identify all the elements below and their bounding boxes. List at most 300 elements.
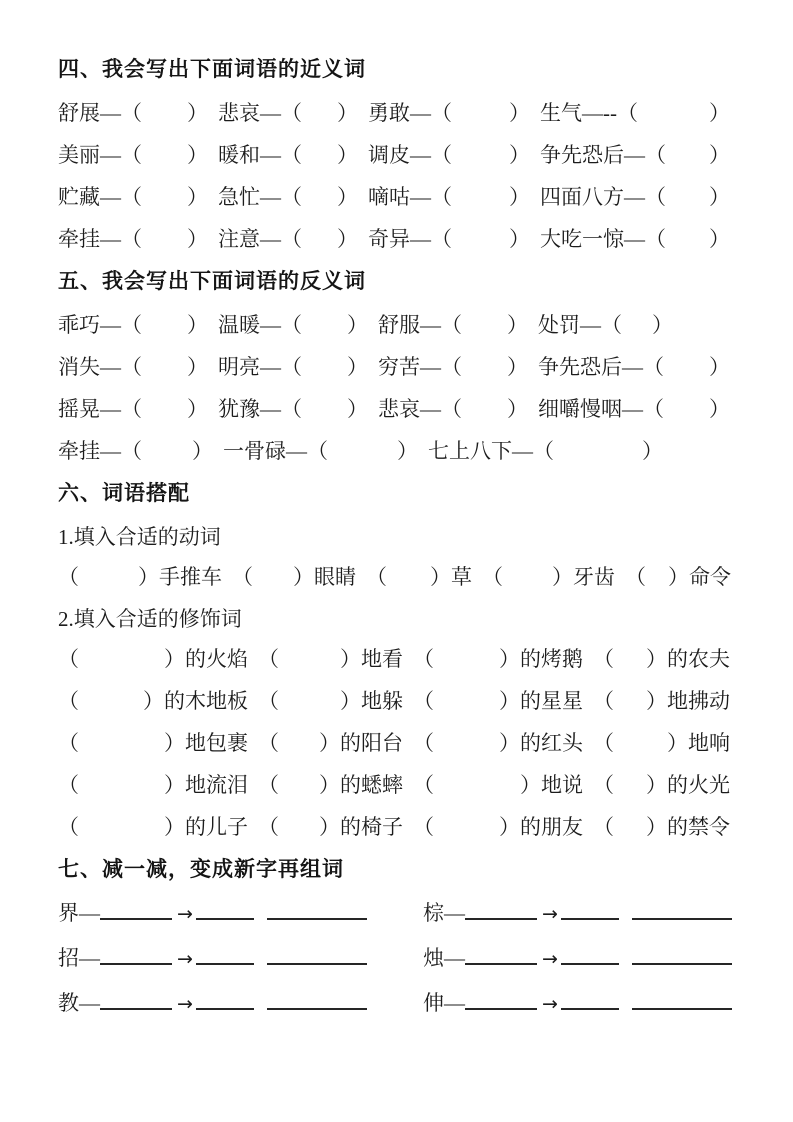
item-label: 注意— <box>218 227 281 251</box>
open-paren: （ <box>121 313 142 337</box>
fill-blank-item <box>593 816 740 838</box>
subheading-modifiers: 2.填入合适的修饰词 <box>58 607 242 631</box>
answer-blank <box>666 203 709 204</box>
subtract-item <box>423 992 732 1015</box>
answer-blank <box>302 245 337 246</box>
answer-blank <box>79 791 164 792</box>
answer-blank <box>302 161 337 162</box>
open-paren: （ <box>281 227 302 251</box>
antonyms-rows <box>58 314 740 462</box>
close-paren: ） <box>430 565 451 589</box>
item-label: 舒展— <box>58 101 121 125</box>
answer-blank <box>664 373 709 374</box>
answer-blank <box>434 749 499 750</box>
fill-blank-item <box>413 816 593 838</box>
fill-blank-item <box>58 186 218 208</box>
answer-line-word-2 <box>632 906 732 920</box>
item-label: 悲哀— <box>218 101 281 125</box>
subtract-item <box>423 947 732 970</box>
answer-blank <box>462 331 507 332</box>
fill-blank-item <box>593 690 740 712</box>
answer-blank <box>302 373 347 374</box>
open-paren: （ <box>258 647 279 671</box>
fill-blank-row <box>58 732 740 754</box>
fill-blank-item <box>58 228 218 250</box>
fill-blank-item <box>413 690 593 712</box>
open-paren: （ <box>593 689 614 713</box>
item-label: 牙齿 <box>573 565 615 589</box>
fill-blank-item <box>58 774 258 796</box>
item-label: 地包裹 <box>185 731 248 755</box>
answer-blank <box>462 415 507 416</box>
answer-blank <box>279 707 340 708</box>
open-paren: （ <box>121 355 142 379</box>
section-title-antonyms: 五、我会写出下面词语的反义词 <box>58 269 366 293</box>
fill-blank-row <box>58 144 740 166</box>
fill-blank-item <box>428 440 673 462</box>
open-paren: （ <box>307 439 328 463</box>
open-paren: （ <box>533 439 554 463</box>
item-label: 犹豫— <box>218 397 281 421</box>
fill-blank-item <box>58 144 218 166</box>
subtract-row <box>58 947 740 971</box>
open-paren: （ <box>121 439 142 463</box>
verb-fill-rows <box>58 566 740 588</box>
section-title-subtract: 七、减一减，变成新字再组词 <box>58 857 344 881</box>
open-paren: （ <box>431 227 452 251</box>
subtract-row <box>58 902 740 926</box>
open-paren: （ <box>281 143 302 167</box>
fill-blank-row <box>58 816 740 838</box>
close-paren: ） <box>164 647 185 671</box>
close-paren: ） <box>499 731 520 755</box>
item-label: 温暖— <box>218 313 281 337</box>
answer-blank <box>452 245 509 246</box>
open-paren: （ <box>258 773 279 797</box>
arrow-right-icon: → <box>177 993 193 1015</box>
open-paren: （ <box>58 565 79 589</box>
fill-blank-item <box>58 356 218 378</box>
answer-line-word-2 <box>267 906 367 920</box>
item-label: 的禁令 <box>667 815 730 839</box>
open-paren: （ <box>413 815 434 839</box>
close-paren: ） <box>164 773 185 797</box>
fill-blank-item <box>58 690 258 712</box>
open-paren: （ <box>431 101 452 125</box>
open-paren: （ <box>258 689 279 713</box>
answer-blank <box>142 245 187 246</box>
answer-blank <box>142 373 187 374</box>
item-label: 细嚼慢咽— <box>538 397 643 421</box>
source-character: 烛— <box>423 946 465 970</box>
item-label: 急忙— <box>218 185 281 209</box>
answer-blank <box>142 203 187 204</box>
source-character: 棕— <box>423 901 465 925</box>
fill-blank-row <box>58 102 740 124</box>
close-paren: ） <box>499 815 520 839</box>
answer-blank <box>666 161 709 162</box>
fill-blank-item <box>368 144 540 166</box>
item-label: 地流泪 <box>185 773 248 797</box>
fill-blank-item <box>625 566 741 588</box>
answer-blank <box>79 833 164 834</box>
answer-line-new-char <box>465 996 537 1010</box>
answer-line-word-1 <box>196 996 254 1010</box>
answer-line-word-1 <box>561 951 619 965</box>
subtract-row <box>58 992 740 1016</box>
item-label: 命令 <box>689 565 731 589</box>
open-paren: （ <box>281 313 302 337</box>
answer-blank <box>666 245 709 246</box>
answer-blank <box>253 583 293 584</box>
item-label: 乖巧— <box>58 313 121 337</box>
open-paren: （ <box>645 185 666 209</box>
open-paren: （ <box>625 565 646 589</box>
subtract-item <box>58 992 423 1015</box>
section-title-word-matching: 六、词语搭配 <box>58 481 190 505</box>
answer-blank <box>434 791 520 792</box>
answer-line-word-1 <box>561 906 619 920</box>
answer-blank <box>434 665 499 666</box>
open-paren: （ <box>413 647 434 671</box>
close-paren: ） <box>509 185 530 209</box>
close-paren: ） <box>293 565 314 589</box>
answer-blank <box>614 707 646 708</box>
close-paren: ） <box>187 227 208 251</box>
answer-line-word-2 <box>267 951 367 965</box>
open-paren: （ <box>58 773 79 797</box>
item-label: 争先恐后— <box>540 143 645 167</box>
item-label: 美丽— <box>58 143 121 167</box>
close-paren: ） <box>347 355 368 379</box>
answer-line-new-char <box>465 906 537 920</box>
open-paren: （ <box>645 143 666 167</box>
item-label: 的红头 <box>520 731 583 755</box>
answer-blank <box>614 665 646 666</box>
item-label: 的儿子 <box>185 815 248 839</box>
item-label: 明亮— <box>218 355 281 379</box>
fill-blank-item <box>258 648 413 670</box>
answer-line-word-2 <box>267 996 367 1010</box>
fill-blank-item <box>482 566 625 588</box>
item-label: 的星星 <box>520 689 583 713</box>
fill-blank-item <box>218 398 378 420</box>
fill-blank-item <box>58 314 218 336</box>
close-paren: ） <box>652 313 673 337</box>
open-paren: （ <box>413 731 434 755</box>
fill-blank-item <box>540 144 740 166</box>
fill-blank-item <box>258 732 413 754</box>
item-label: 的烤鹅 <box>520 647 583 671</box>
answer-blank <box>646 583 668 584</box>
open-paren: （ <box>593 731 614 755</box>
open-paren: （ <box>366 565 387 589</box>
subtract-rows <box>58 902 740 1016</box>
answer-blank <box>452 161 509 162</box>
fill-blank-item <box>58 566 232 588</box>
open-paren: （ <box>58 731 79 755</box>
open-paren: （ <box>281 355 302 379</box>
fill-blank-item <box>218 314 378 336</box>
answer-blank <box>434 707 499 708</box>
answer-blank <box>279 665 340 666</box>
item-label: 奇异— <box>368 227 431 251</box>
item-label: 的蟋蟀 <box>340 773 403 797</box>
answer-blank <box>387 583 430 584</box>
arrow-right-icon: → <box>542 903 558 925</box>
fill-blank-item <box>58 816 258 838</box>
item-label: 穷苦— <box>378 355 441 379</box>
fill-blank-item <box>538 356 740 378</box>
open-paren: （ <box>121 143 142 167</box>
fill-blank-item <box>540 228 740 250</box>
close-paren: ） <box>709 397 730 421</box>
subtract-item <box>58 902 423 925</box>
open-paren: （ <box>121 397 142 421</box>
open-paren: （ <box>593 647 614 671</box>
item-label: 草 <box>451 565 472 589</box>
close-paren: ） <box>164 815 185 839</box>
item-label: 处罚— <box>538 313 601 337</box>
answer-line-new-char <box>100 951 172 965</box>
answer-blank <box>79 665 164 666</box>
close-paren: ） <box>319 773 340 797</box>
fill-blank-item <box>258 774 413 796</box>
open-paren: （ <box>58 689 79 713</box>
subheading-verbs: 1.填入合适的动词 <box>58 525 221 549</box>
fill-blank-item <box>378 314 538 336</box>
fill-blank-item <box>593 774 740 796</box>
close-paren: ） <box>646 815 667 839</box>
answer-blank <box>554 457 642 458</box>
close-paren: ） <box>499 689 520 713</box>
answer-blank <box>79 707 143 708</box>
item-label: 牵挂— <box>58 227 121 251</box>
fill-blank-row <box>58 398 740 420</box>
fill-blank-item <box>540 102 740 124</box>
item-label: 地说 <box>541 773 583 797</box>
fill-blank-item <box>223 440 428 462</box>
fill-blank-row <box>58 690 740 712</box>
answer-line-word-1 <box>561 996 619 1010</box>
item-label: 贮藏— <box>58 185 121 209</box>
answer-blank <box>614 833 646 834</box>
answer-blank <box>142 457 192 458</box>
fill-blank-item <box>218 356 378 378</box>
source-character: 界— <box>58 901 100 925</box>
close-paren: ） <box>138 565 159 589</box>
item-label: 地看 <box>361 647 403 671</box>
answer-blank <box>614 749 667 750</box>
open-paren: （ <box>431 185 452 209</box>
close-paren: ） <box>187 313 208 337</box>
fill-blank-item <box>218 144 368 166</box>
fill-blank-item <box>218 102 368 124</box>
close-paren: ） <box>187 397 208 421</box>
open-paren: （ <box>413 689 434 713</box>
synonyms-rows <box>58 102 740 250</box>
close-paren: ） <box>709 227 730 251</box>
close-paren: ） <box>499 647 520 671</box>
arrow-right-icon: → <box>542 993 558 1015</box>
item-label: 的椅子 <box>340 815 403 839</box>
fill-blank-row <box>58 228 740 250</box>
answer-blank <box>503 583 552 584</box>
answer-blank <box>452 203 509 204</box>
close-paren: ） <box>347 313 368 337</box>
close-paren: ） <box>319 731 340 755</box>
answer-blank <box>279 749 319 750</box>
item-label: 的阳台 <box>340 731 403 755</box>
fill-blank-item <box>58 648 258 670</box>
item-label: 眼睛 <box>314 565 356 589</box>
close-paren: ） <box>187 185 208 209</box>
subtract-item <box>58 947 423 970</box>
open-paren: （ <box>258 731 279 755</box>
open-paren: （ <box>593 815 614 839</box>
open-paren: （ <box>482 565 503 589</box>
item-label: 摇晃— <box>58 397 121 421</box>
answer-blank <box>142 415 187 416</box>
item-label: 悲哀— <box>378 397 441 421</box>
item-label: 舒服— <box>378 313 441 337</box>
close-paren: ） <box>397 439 418 463</box>
fill-blank-row <box>58 186 740 208</box>
open-paren: （ <box>121 101 142 125</box>
fill-blank-row <box>58 440 740 462</box>
fill-blank-item <box>538 398 740 420</box>
close-paren: ） <box>709 143 730 167</box>
close-paren: ） <box>507 355 528 379</box>
section-title-synonyms: 四、我会写出下面词语的近义词 <box>58 57 366 81</box>
open-paren: （ <box>58 815 79 839</box>
open-paren: （ <box>58 647 79 671</box>
answer-blank <box>302 119 337 120</box>
item-label: 七上八下— <box>428 439 533 463</box>
item-label: 调皮— <box>368 143 431 167</box>
answer-blank <box>142 119 187 120</box>
answer-line-word-1 <box>196 906 254 920</box>
open-paren: （ <box>601 313 622 337</box>
close-paren: ） <box>709 185 730 209</box>
fill-blank-row <box>58 774 740 796</box>
close-paren: ） <box>192 439 213 463</box>
close-paren: ） <box>668 565 689 589</box>
fill-blank-item <box>366 566 482 588</box>
answer-blank <box>452 119 509 120</box>
item-label: 的朋友 <box>520 815 583 839</box>
fill-blank-item <box>258 690 413 712</box>
open-paren: （ <box>281 185 302 209</box>
open-paren: （ <box>645 227 666 251</box>
answer-blank <box>302 331 347 332</box>
fill-blank-row <box>58 566 740 588</box>
answer-blank <box>79 749 164 750</box>
item-label: 手推车 <box>159 565 222 589</box>
open-paren: （ <box>643 397 664 421</box>
item-label: 地响 <box>688 731 730 755</box>
answer-blank <box>614 791 646 792</box>
answer-blank <box>462 373 507 374</box>
close-paren: ） <box>187 355 208 379</box>
open-paren: （ <box>281 397 302 421</box>
close-paren: ） <box>319 815 340 839</box>
open-paren: （ <box>431 143 452 167</box>
answer-line-word-2 <box>632 951 732 965</box>
fill-blank-item <box>218 186 368 208</box>
arrow-right-icon: → <box>177 948 193 970</box>
answer-line-word-1 <box>196 951 254 965</box>
fill-blank-item <box>378 356 538 378</box>
answer-blank <box>279 833 319 834</box>
close-paren: ） <box>667 731 688 755</box>
close-paren: ） <box>509 143 530 167</box>
fill-blank-item <box>538 314 683 336</box>
close-paren: ） <box>340 647 361 671</box>
answer-blank <box>142 331 187 332</box>
fill-blank-item <box>58 102 218 124</box>
close-paren: ） <box>187 143 208 167</box>
item-label: 大吃一惊— <box>540 227 645 251</box>
open-paren: （ <box>258 815 279 839</box>
open-paren: （ <box>441 397 462 421</box>
close-paren: ） <box>646 647 667 671</box>
item-label: 的火焰 <box>185 647 248 671</box>
fill-blank-item <box>368 228 540 250</box>
open-paren: （ <box>121 227 142 251</box>
close-paren: ） <box>709 101 730 125</box>
open-paren: （ <box>593 773 614 797</box>
answer-line-new-char <box>100 906 172 920</box>
close-paren: ） <box>552 565 573 589</box>
open-paren: （ <box>232 565 253 589</box>
item-label: 消失— <box>58 355 121 379</box>
answer-blank <box>622 331 652 332</box>
close-paren: ） <box>337 101 358 125</box>
close-paren: ） <box>187 101 208 125</box>
open-paren: （ <box>643 355 664 379</box>
answer-blank <box>434 833 499 834</box>
subtract-item <box>423 902 732 925</box>
close-paren: ） <box>709 355 730 379</box>
close-paren: ） <box>509 101 530 125</box>
item-label: 一骨碌— <box>223 439 307 463</box>
close-paren: ） <box>507 313 528 337</box>
answer-blank <box>302 203 337 204</box>
fill-blank-item <box>593 732 740 754</box>
close-paren: ） <box>507 397 528 421</box>
close-paren: ） <box>340 689 361 713</box>
fill-blank-row <box>58 648 740 670</box>
answer-blank <box>142 161 187 162</box>
answer-blank <box>664 415 709 416</box>
modifier-fill-rows <box>58 648 740 838</box>
fill-blank-row <box>58 314 740 336</box>
answer-blank <box>302 415 347 416</box>
close-paren: ） <box>347 397 368 421</box>
item-label: 地躲 <box>361 689 403 713</box>
arrow-right-icon: → <box>177 903 193 925</box>
open-paren: （ <box>441 313 462 337</box>
fill-blank-item <box>218 228 368 250</box>
fill-blank-item <box>368 186 540 208</box>
fill-blank-item <box>413 648 593 670</box>
item-label: 勇敢— <box>368 101 431 125</box>
fill-blank-item <box>58 440 223 462</box>
close-paren: ） <box>164 731 185 755</box>
item-label: 的木地板 <box>164 689 248 713</box>
fill-blank-item <box>58 732 258 754</box>
